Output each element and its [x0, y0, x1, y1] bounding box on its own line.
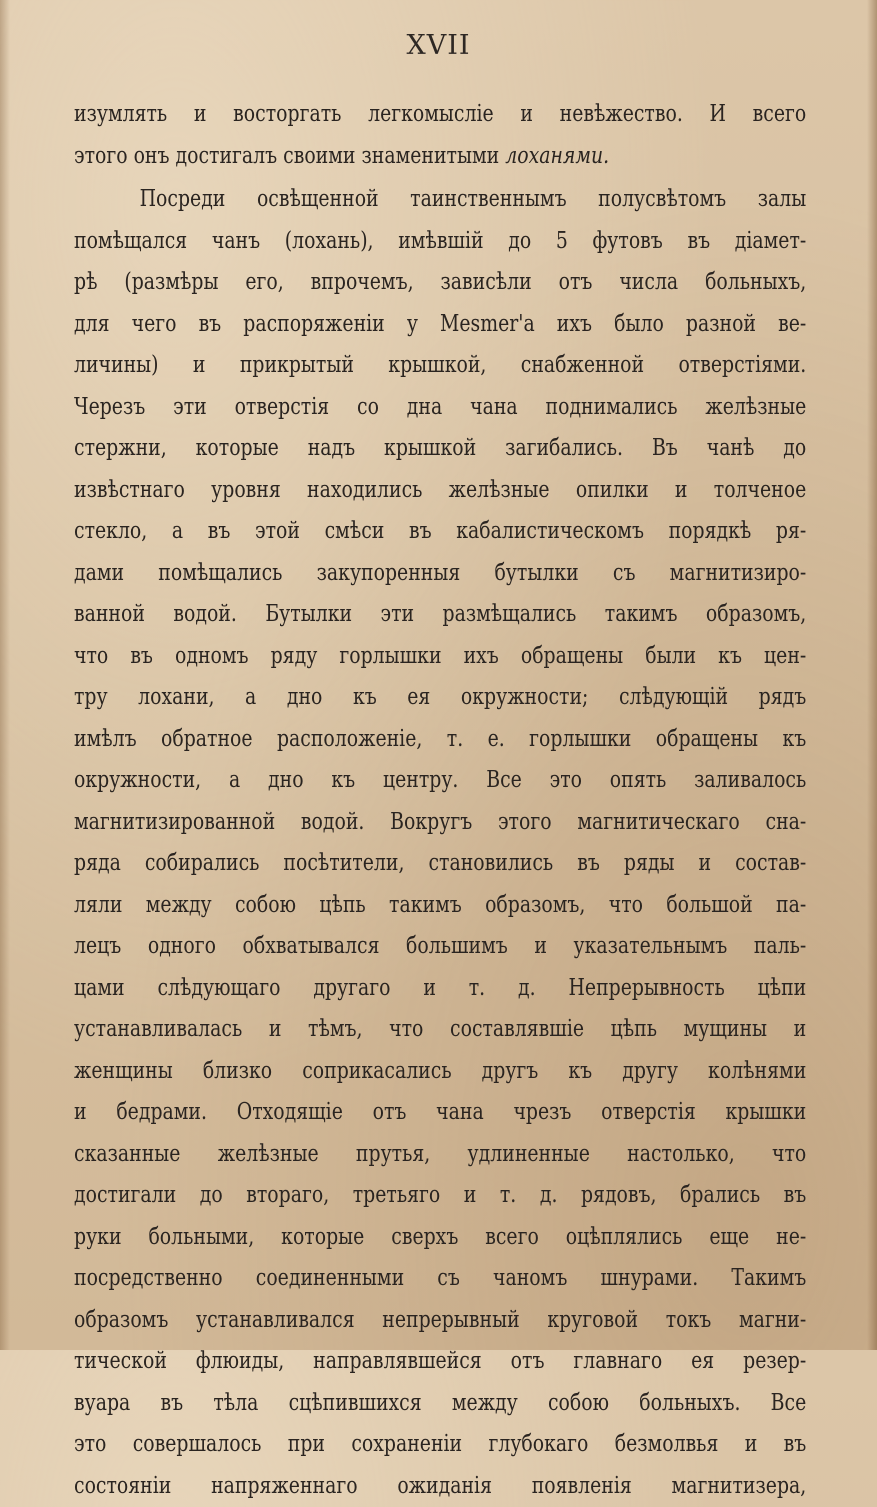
italic-word: лоханями. [505, 143, 609, 169]
text-line: цами слѣдующаго другаго и т. д. Непрерывность цѣпи [74, 968, 806, 1010]
text-line: магнитизированной водой. Вокругъ этого магнитическаго сна- [74, 802, 806, 844]
text-line: и бедрами. Отходящіе отъ чана чрезъ отверстія крышки [74, 1092, 806, 1134]
page-edge-right [867, 0, 877, 1350]
text-line: изумлять и восторгать легкомысліе и невѣжество. И всего [74, 94, 806, 136]
page-edge-left [0, 0, 10, 1350]
text-line: Черезъ эти отверстія со дна чана поднимались желѣзные [74, 387, 806, 429]
text-line: лецъ одного обхватывался большимъ и указательнымъ паль- [74, 926, 806, 968]
text-line: женщины близко соприкасались другъ къ другу колѣнями [74, 1051, 806, 1093]
text-line: вуара въ тѣла сцѣпившихся между собою больныхъ. Все [74, 1383, 806, 1425]
text-line: сказанные желѣзные прутья, удлиненные настолько, что [74, 1134, 806, 1176]
text-line: окружности, а дно къ центру. Все это опять заливалось [74, 760, 806, 802]
text-span: этого онъ достигалъ своими знаменитыми [74, 143, 505, 169]
text-line: стекло, а въ этой смѣси въ кабалистическомъ порядкѣ ря- [74, 511, 806, 553]
text-line: личины) и прикрытый крышкой, снабженной отверстіями. [74, 345, 806, 387]
page-number: XVII [0, 30, 877, 61]
text-line: имѣлъ обратное расположеніе, т. е. горлышки обращены къ [74, 719, 806, 761]
text-line: ряда собирались посѣтители, становились въ ряды и состав- [74, 843, 806, 885]
text-line: для чего въ распоряженіи у Mesmer'а ихъ было разной ве- [74, 304, 806, 346]
page-text [74, 94, 806, 1507]
text-line: достигали до втораго, третьяго и т. д. рядовъ, брались въ [74, 1175, 806, 1217]
text-line: руки больными, которые сверхъ всего оцѣплялись еще не- [74, 1217, 806, 1259]
text-line: рѣ (размѣры его, впрочемъ, зависѣли отъ числа больныхъ, [74, 262, 806, 304]
text-line: это совершалось при сохраненіи глубокаго безмолвья и въ [74, 1424, 806, 1466]
text-line: стержни, которые надъ крышкой загибались. Въ чанѣ до [74, 428, 806, 470]
text-line: посредственно соединенными съ чаномъ шнурами. Такимъ [74, 1258, 806, 1300]
text-line: тру лохани, а дно къ ея окружности; слѣдующій рядъ [74, 677, 806, 719]
text-line: помѣщался чанъ (лохань), имѣвшій до 5 футовъ въ діамет- [74, 221, 806, 263]
text-line: тической флюиды, направлявшейся отъ главнаго ея резер- [74, 1341, 806, 1383]
text-line: Посреди освѣщенной таинственнымъ полусвѣтомъ залы [74, 179, 806, 221]
text-line: дами помѣщались закупоренныя бутылки съ магнитизиро- [74, 553, 806, 595]
text-line: что въ одномъ ряду горлышки ихъ обращены были къ цен- [74, 636, 806, 678]
paragraph [74, 179, 806, 1507]
text-line: ляли между собою цѣпь такимъ образомъ, что большой па- [74, 885, 806, 927]
text-line [74, 136, 806, 178]
text-line: состояніи напряженнаго ожиданія появленія магнитизера, [74, 1466, 806, 1507]
text-line: образомъ устанавливался непрерывный круговой токъ магни- [74, 1300, 806, 1342]
text-line: устанавливалась и тѣмъ, что составлявшіе цѣпь мущины и [74, 1009, 806, 1051]
text-line: ванной водой. Бутылки эти размѣщались такимъ образомъ, [74, 594, 806, 636]
text-line: извѣстнаго уровня находились желѣзные опилки и толченое [74, 470, 806, 512]
